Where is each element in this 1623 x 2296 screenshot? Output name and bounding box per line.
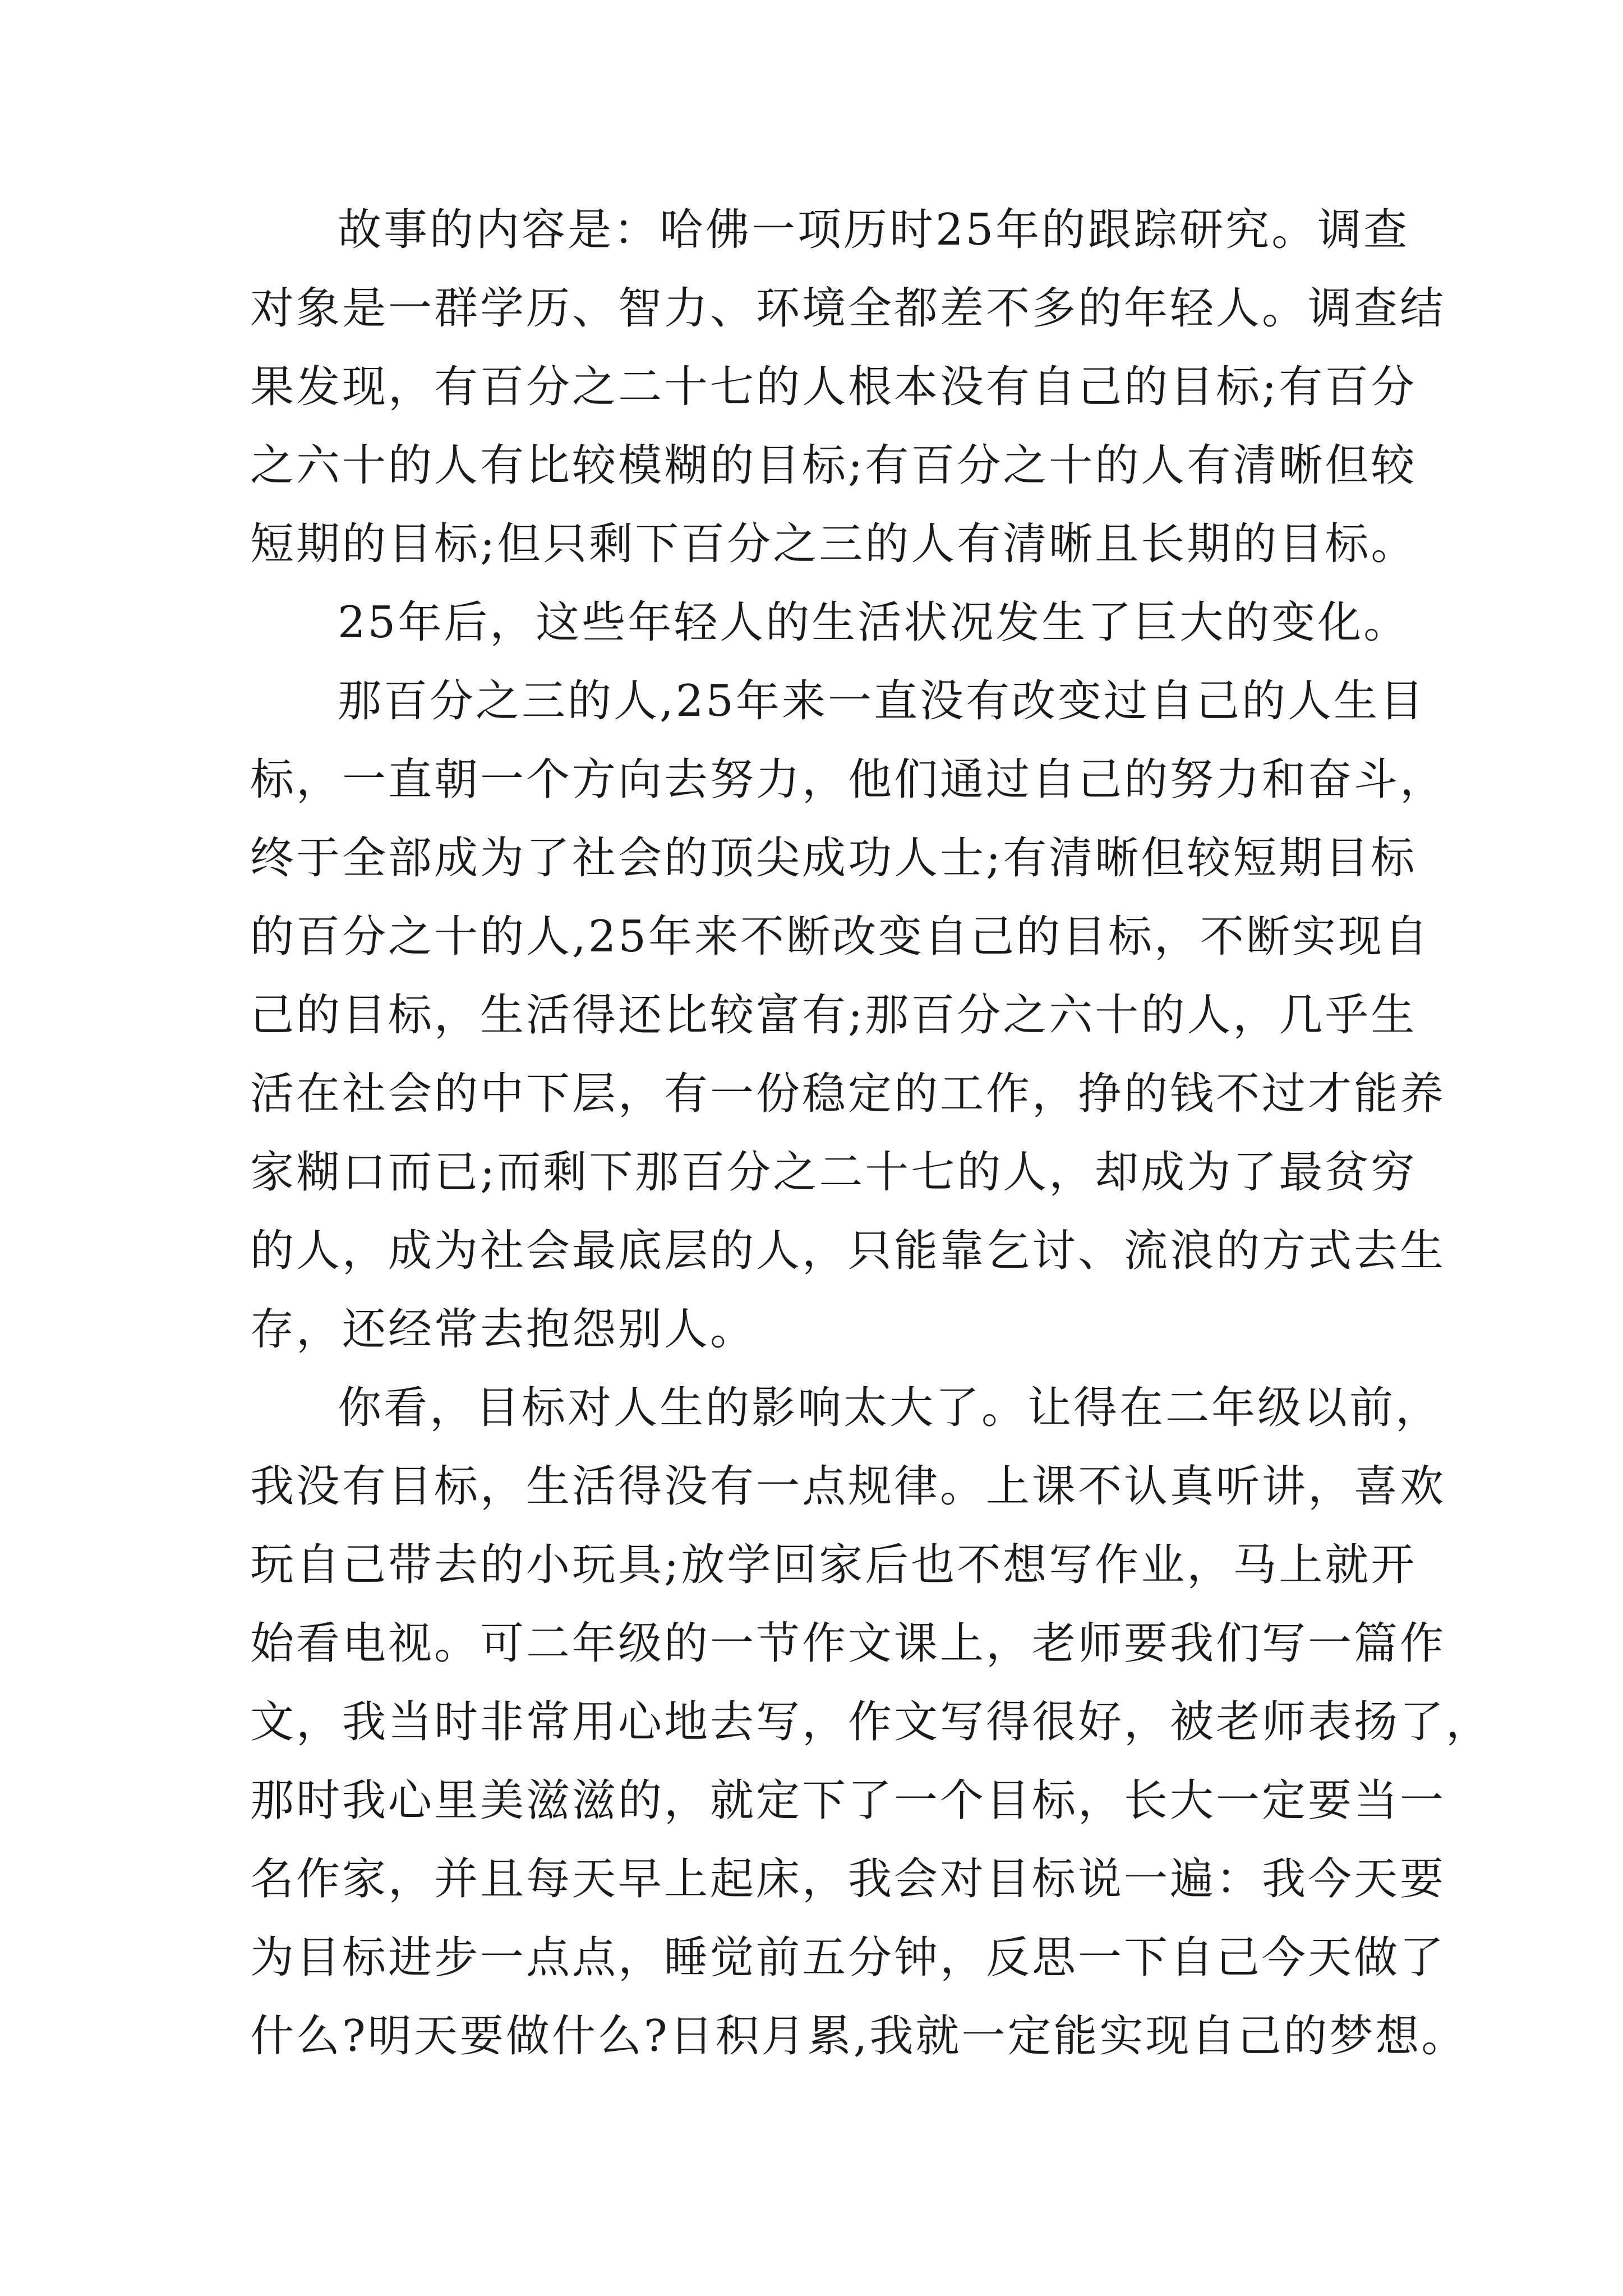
text-line: 对象是一群学历、智力、环境全都差不多的年轻人。调查结 (250, 283, 1446, 334)
text-line: 的人，成为社会最底层的人，只能靠乞讨、流浪的方式去生 (250, 1226, 1446, 1276)
text-line: 名作家，并且每天早上起床，我会对目标说一遍：我今天要 (250, 1854, 1446, 1904)
text-line: 标，一直朝一个方向去努力，他们通过自己的努力和奋斗， (250, 754, 1446, 805)
text-line: 那百分之三的人,25年来一直没有改变过自己的人生目 (338, 676, 1426, 726)
text-line: 家糊口而已;而剩下那百分之二十七的人，却成为了最贫穷 (250, 1147, 1417, 1198)
text-line: 25年后，这些年轻人的生活状况发生了巨大的变化。 (338, 597, 1410, 648)
text-line: 果发现，有百分之二十七的人根本没有自己的目标;有百分 (250, 362, 1417, 412)
text-line: 为目标进步一点点，睡觉前五分钟，反思一下自己今天做了 (250, 1932, 1446, 1983)
text-line: 那时我心里美滋滋的，就定下了一个目标，长大一定要当一 (250, 1775, 1446, 1826)
text-line: 玩自己带去的小玩具;放学回家后也不想写作业，马上就开 (250, 1540, 1417, 1590)
text-line: 你看，目标对人生的影响太大了。让得在二年级以前， (338, 1383, 1442, 1433)
text-line: 活在社会的中下层，有一份稳定的工作，挣的钱不过才能养 (250, 1069, 1446, 1119)
text-line: 始看电视。可二年级的一节作文课上，老师要我们写一篇作 (250, 1618, 1446, 1669)
text-line: 己的目标，生活得还比较富有;那百分之六十的人，几乎生 (250, 990, 1417, 1041)
text-line: 存，还经常去抱怨别人。 (250, 1304, 757, 1355)
text-line: 什么?明天要做什么?日积月累,我就一定能实现自己的梦想。 (250, 2011, 1468, 2062)
text-line: 短期的目标;但只剩下百分之三的人有清晰且长期的目标。 (250, 519, 1417, 569)
text-line: 我没有目标，生活得没有一点规律。上课不认真听讲，喜欢 (250, 1461, 1446, 1512)
text-line: 文，我当时非常用心地去写，作文写得很好，被老师表扬了， (250, 1697, 1492, 1747)
document-body (250, 191, 1492, 2076)
text-line: 的百分之十的人,25年来不断改变自己的目标，不断实现自 (250, 912, 1431, 962)
text-line: 故事的内容是：哈佛一项历时25年的跟踪研究。调查 (338, 205, 1410, 255)
text-line: 之六十的人有比较模糊的目标;有百分之十的人有清晰但较 (250, 440, 1417, 491)
text-line: 终于全部成为了社会的顶尖成功人士;有清晰但较短期目标 (250, 833, 1417, 884)
